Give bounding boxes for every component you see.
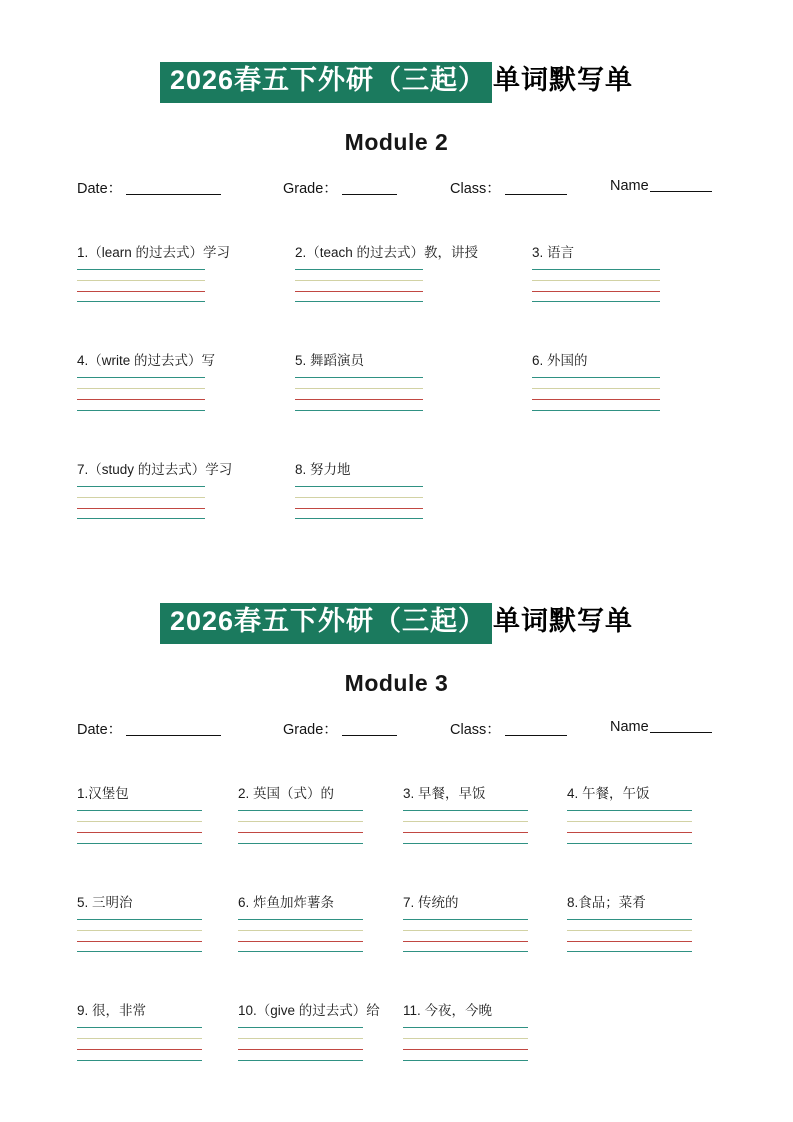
word-item bbox=[403, 1002, 567, 1071]
word-prompt-label: 6. 外国的 bbox=[532, 353, 588, 369]
class-label: Class： bbox=[450, 180, 501, 197]
writing-line bbox=[77, 399, 205, 400]
module-section bbox=[0, 0, 793, 529]
word-item bbox=[567, 894, 773, 963]
name-field bbox=[610, 718, 712, 735]
word-item bbox=[238, 894, 403, 963]
writing-line bbox=[77, 388, 205, 389]
writing-line bbox=[238, 1049, 363, 1050]
title-rest: 单词默写单 bbox=[493, 65, 634, 95]
handwriting-four-line-grid bbox=[295, 269, 423, 303]
word-item bbox=[295, 244, 532, 313]
writing-line bbox=[238, 941, 363, 942]
word-item bbox=[77, 244, 295, 313]
writing-line bbox=[532, 388, 660, 389]
word-prompt-label: 5. 三明治 bbox=[77, 894, 133, 910]
writing-line bbox=[403, 832, 528, 833]
writing-line bbox=[77, 1038, 202, 1039]
word-prompt-label: 8.食品；菜肴 bbox=[567, 894, 646, 910]
name-field bbox=[610, 177, 712, 194]
writing-line bbox=[295, 497, 423, 498]
name-blank-line bbox=[650, 720, 712, 733]
grade-label: Grade： bbox=[283, 722, 338, 738]
writing-line bbox=[77, 810, 202, 811]
writing-line bbox=[77, 941, 202, 942]
word-prompt-label: 6. 炸鱼加炸薯条 bbox=[238, 894, 335, 910]
word-prompt-label: 1.汉堡包 bbox=[77, 786, 129, 801]
writing-line bbox=[238, 810, 363, 811]
writing-line bbox=[295, 301, 423, 302]
class-label: Class： bbox=[450, 722, 501, 738]
word-item bbox=[77, 785, 238, 854]
name-blank-line bbox=[650, 179, 712, 192]
word-item bbox=[567, 785, 773, 854]
writing-line bbox=[77, 301, 205, 302]
writing-line bbox=[77, 291, 205, 292]
info-row bbox=[0, 177, 793, 199]
writing-line bbox=[295, 269, 423, 270]
date-field bbox=[77, 718, 221, 739]
writing-line bbox=[77, 1049, 202, 1050]
word-item bbox=[77, 352, 295, 421]
handwriting-four-line-grid bbox=[403, 810, 528, 844]
writing-line bbox=[567, 930, 692, 931]
word-prompt-label: 10.（give 的过去式）给 bbox=[238, 1003, 380, 1018]
writing-line bbox=[77, 919, 202, 920]
writing-line bbox=[532, 301, 660, 302]
writing-line bbox=[567, 941, 692, 942]
word-item bbox=[77, 894, 238, 963]
handwriting-four-line-grid bbox=[403, 1027, 528, 1061]
word-prompt-label: 7. 传统的 bbox=[403, 894, 459, 910]
writing-line bbox=[532, 291, 660, 292]
writing-line bbox=[77, 269, 205, 270]
writing-line bbox=[238, 821, 363, 822]
writing-line bbox=[403, 930, 528, 931]
word-prompt-label: 8. 努力地 bbox=[295, 461, 351, 477]
writing-line bbox=[238, 843, 363, 844]
writing-line bbox=[567, 810, 692, 811]
writing-line bbox=[77, 832, 202, 833]
writing-line bbox=[77, 1060, 202, 1061]
writing-line bbox=[295, 377, 423, 378]
date-blank-line bbox=[126, 182, 221, 195]
writing-line bbox=[238, 1027, 363, 1028]
writing-line bbox=[567, 919, 692, 920]
grade-field bbox=[283, 718, 397, 739]
grade-field bbox=[283, 177, 397, 198]
info-row bbox=[0, 718, 793, 740]
writing-line bbox=[77, 821, 202, 822]
word-prompt-label: 2. 英国（式）的 bbox=[238, 786, 335, 801]
writing-line bbox=[403, 843, 528, 844]
writing-line bbox=[77, 497, 205, 498]
class-blank-line bbox=[505, 723, 567, 736]
writing-line bbox=[532, 399, 660, 400]
word-item bbox=[238, 785, 403, 854]
word-grid bbox=[77, 785, 773, 1071]
writing-line bbox=[77, 377, 205, 378]
word-prompt-label: 3. 早餐，早饭 bbox=[403, 786, 486, 801]
name-label: Name bbox=[610, 719, 649, 735]
word-item bbox=[295, 352, 532, 421]
date-label: Date： bbox=[77, 180, 123, 197]
writing-line bbox=[77, 518, 205, 519]
module-title: Module 3 bbox=[344, 670, 449, 696]
writing-line bbox=[295, 388, 423, 389]
handwriting-four-line-grid bbox=[77, 919, 202, 953]
writing-line bbox=[403, 1049, 528, 1050]
writing-line bbox=[77, 843, 202, 844]
handwriting-four-line-grid bbox=[238, 810, 363, 844]
word-prompt-label: 9. 很，非常 bbox=[77, 1003, 147, 1018]
writing-line bbox=[295, 508, 423, 509]
word-prompt-label: 2.（teach 的过去式）教，讲授 bbox=[295, 244, 479, 260]
handwriting-four-line-grid bbox=[77, 377, 205, 411]
writing-line bbox=[403, 1027, 528, 1028]
date-field bbox=[77, 177, 221, 198]
writing-line bbox=[403, 951, 528, 952]
handwriting-four-line-grid bbox=[77, 486, 205, 520]
title-highlight-banner: 2026春五下外研（三起） bbox=[160, 62, 492, 103]
writing-line bbox=[77, 1027, 202, 1028]
handwriting-four-line-grid bbox=[77, 269, 205, 303]
handwriting-four-line-grid bbox=[532, 269, 660, 303]
word-item bbox=[77, 461, 295, 530]
writing-line bbox=[532, 410, 660, 411]
writing-line bbox=[77, 930, 202, 931]
writing-line bbox=[77, 951, 202, 952]
worksheet-title bbox=[0, 0, 793, 103]
grade-blank-line bbox=[342, 182, 397, 195]
writing-line bbox=[403, 821, 528, 822]
writing-line bbox=[532, 377, 660, 378]
writing-line bbox=[295, 280, 423, 281]
writing-line bbox=[567, 951, 692, 952]
handwriting-four-line-grid bbox=[238, 919, 363, 953]
handwriting-four-line-grid bbox=[77, 810, 202, 844]
handwriting-four-line-grid bbox=[567, 810, 692, 844]
word-prompt-label: 4.（write 的过去式）写 bbox=[77, 353, 216, 369]
writing-line bbox=[238, 1060, 363, 1061]
writing-line bbox=[532, 280, 660, 281]
writing-line bbox=[403, 810, 528, 811]
writing-line bbox=[238, 1038, 363, 1039]
writing-line bbox=[532, 269, 660, 270]
word-prompt-label: 11. 今夜，今晚 bbox=[403, 1003, 493, 1018]
writing-line bbox=[238, 930, 363, 931]
date-blank-line bbox=[126, 723, 221, 736]
word-grid bbox=[77, 244, 773, 530]
word-item bbox=[403, 894, 567, 963]
writing-line bbox=[403, 919, 528, 920]
date-label: Date： bbox=[77, 722, 123, 738]
handwriting-four-line-grid bbox=[403, 919, 528, 953]
class-field bbox=[450, 718, 567, 739]
writing-line bbox=[77, 508, 205, 509]
word-item bbox=[295, 461, 532, 530]
name-label: Name bbox=[610, 177, 649, 194]
writing-line bbox=[567, 821, 692, 822]
writing-line bbox=[295, 518, 423, 519]
word-prompt-label: 5. 舞蹈演员 bbox=[295, 353, 365, 369]
writing-line bbox=[567, 843, 692, 844]
writing-line bbox=[238, 919, 363, 920]
handwriting-four-line-grid bbox=[532, 377, 660, 411]
handwriting-four-line-grid bbox=[567, 919, 692, 953]
writing-line bbox=[77, 280, 205, 281]
word-prompt-label: 4. 午餐，午饭 bbox=[567, 786, 650, 801]
word-prompt-label: 7.（study 的过去式）学习 bbox=[77, 461, 233, 477]
worksheet-title bbox=[0, 529, 793, 644]
writing-line bbox=[567, 832, 692, 833]
writing-line bbox=[295, 399, 423, 400]
handwriting-four-line-grid bbox=[295, 486, 423, 520]
word-item bbox=[77, 1002, 238, 1071]
writing-line bbox=[238, 951, 363, 952]
handwriting-four-line-grid bbox=[295, 377, 423, 411]
writing-line bbox=[403, 941, 528, 942]
class-field bbox=[450, 177, 567, 198]
title-highlight-banner: 2026春五下外研（三起） bbox=[160, 603, 492, 644]
writing-line bbox=[403, 1038, 528, 1039]
handwriting-four-line-grid bbox=[238, 1027, 363, 1061]
writing-line bbox=[77, 410, 205, 411]
grade-blank-line bbox=[342, 723, 397, 736]
writing-line bbox=[238, 832, 363, 833]
word-prompt-label: 1.（learn 的过去式）学习 bbox=[77, 244, 231, 260]
grade-label: Grade： bbox=[283, 180, 338, 197]
module-section bbox=[0, 529, 793, 1070]
writing-line bbox=[77, 486, 205, 487]
writing-line bbox=[295, 291, 423, 292]
word-item bbox=[532, 352, 773, 421]
title-rest: 单词默写单 bbox=[493, 606, 634, 637]
word-item bbox=[238, 1002, 403, 1071]
word-prompt-label: 3. 语言 bbox=[532, 244, 575, 260]
writing-line bbox=[403, 1060, 528, 1061]
word-item bbox=[403, 785, 567, 854]
writing-line bbox=[295, 410, 423, 411]
writing-line bbox=[295, 486, 423, 487]
handwriting-four-line-grid bbox=[77, 1027, 202, 1061]
class-blank-line bbox=[505, 182, 567, 195]
module-title: Module 2 bbox=[344, 128, 449, 155]
word-item bbox=[532, 244, 773, 313]
